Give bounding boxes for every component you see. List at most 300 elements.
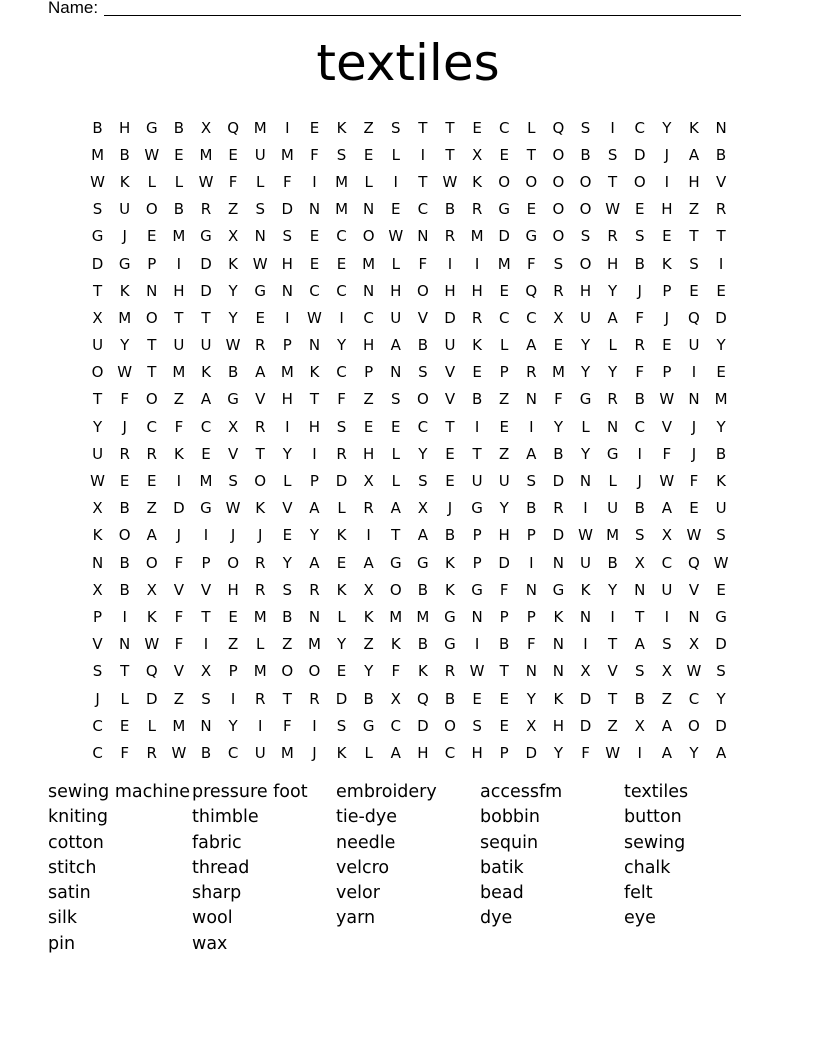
grid-letter[interactable]: N	[363, 200, 375, 219]
grid-letter[interactable]: R	[363, 499, 374, 518]
grid-letter[interactable]: U	[688, 336, 700, 355]
grid-letter[interactable]: V	[444, 363, 456, 382]
grid-letter[interactable]: N	[552, 635, 565, 654]
grid-letter[interactable]: B	[417, 635, 429, 654]
grid-letter[interactable]: H	[444, 281, 456, 300]
grid-letter[interactable]: G	[200, 227, 212, 246]
grid-letter[interactable]: B	[92, 118, 103, 137]
grid-letter[interactable]: A	[417, 526, 428, 545]
grid-letter[interactable]: J	[230, 526, 236, 545]
grid-letter[interactable]: X	[526, 716, 537, 735]
grid-letter[interactable]: V	[417, 308, 428, 327]
grid-letter[interactable]: R	[444, 662, 456, 681]
grid-letter[interactable]: T	[445, 145, 455, 164]
grid-letter[interactable]: P	[499, 607, 509, 626]
grid-letter[interactable]: U	[580, 308, 592, 327]
grid-letter[interactable]: U	[92, 444, 104, 463]
grid-letter[interactable]: F	[283, 716, 292, 735]
grid-letter[interactable]: G	[254, 281, 267, 300]
grid-letter[interactable]: O	[688, 716, 700, 735]
grid-letter[interactable]: W	[713, 553, 729, 572]
grid-letter[interactable]: O	[416, 281, 429, 300]
grid-letter[interactable]: T	[635, 607, 645, 626]
grid-letter[interactable]: D	[715, 716, 727, 735]
grid-letter[interactable]: L	[283, 472, 292, 491]
grid-letter[interactable]: K	[201, 363, 211, 382]
grid-letter[interactable]: F	[689, 472, 699, 491]
grid-letter[interactable]: X	[200, 662, 212, 681]
grid-letter[interactable]: M	[118, 308, 132, 327]
grid-letter[interactable]: A	[526, 336, 537, 355]
grid-letter[interactable]: N	[607, 417, 619, 436]
grid-letter[interactable]: Y	[608, 580, 618, 599]
grid-letter[interactable]: C	[634, 417, 645, 436]
grid-letter[interactable]: I	[257, 716, 263, 735]
grid-letter[interactable]: X	[553, 308, 564, 327]
grid-letter[interactable]: L	[364, 172, 373, 191]
grid-letter[interactable]: N	[525, 580, 537, 599]
grid-letter[interactable]: W	[144, 145, 160, 164]
grid-letter[interactable]: U	[444, 336, 456, 355]
grid-letter[interactable]: V	[688, 580, 700, 599]
grid-letter[interactable]: I	[122, 607, 127, 626]
grid-letter[interactable]: N	[634, 580, 646, 599]
grid-letter[interactable]: F	[120, 390, 129, 409]
grid-letter[interactable]: U	[715, 499, 727, 518]
grid-letter[interactable]: S	[201, 689, 211, 708]
grid-letter[interactable]: Q	[227, 118, 239, 137]
grid-letter[interactable]: J	[122, 227, 127, 246]
grid-letter[interactable]: X	[92, 499, 103, 518]
grid-letter[interactable]: M	[551, 363, 565, 382]
grid-letter[interactable]: N	[390, 363, 402, 382]
grid-letter[interactable]: F	[174, 417, 184, 436]
grid-letter[interactable]: O	[633, 172, 646, 191]
grid-letter[interactable]: E	[119, 716, 130, 735]
grid-letter[interactable]: S	[255, 200, 265, 219]
grid-letter[interactable]: S	[662, 635, 672, 654]
grid-letter[interactable]: U	[390, 308, 402, 327]
grid-letter[interactable]: R	[119, 444, 130, 463]
grid-letter[interactable]: D	[525, 743, 538, 762]
grid-letter[interactable]: Y	[580, 336, 591, 355]
grid-letter[interactable]: E	[499, 281, 509, 300]
grid-letter[interactable]: K	[472, 336, 482, 355]
grid-letter[interactable]: X	[227, 417, 239, 436]
grid-letter[interactable]: S	[336, 145, 347, 164]
grid-letter[interactable]: M	[253, 607, 267, 626]
grid-letter[interactable]: S	[336, 417, 347, 436]
grid-letter[interactable]: R	[607, 390, 618, 409]
grid-letter[interactable]: M	[497, 254, 511, 273]
grid-letter[interactable]: Y	[499, 499, 509, 518]
grid-letter[interactable]: T	[526, 145, 536, 164]
grid-letter[interactable]: L	[581, 417, 590, 436]
grid-letter[interactable]: U	[92, 336, 104, 355]
grid-letter[interactable]: E	[147, 472, 157, 491]
grid-letter[interactable]: C	[336, 363, 347, 382]
grid-letter[interactable]: K	[119, 281, 130, 300]
grid-letter[interactable]: I	[285, 118, 290, 137]
grid-letter[interactable]: O	[579, 254, 592, 273]
grid-letter[interactable]: I	[529, 553, 534, 572]
grid-letter[interactable]: P	[309, 472, 319, 491]
grid-letter[interactable]: B	[173, 200, 185, 219]
grid-letter[interactable]: Y	[580, 363, 591, 382]
grid-letter[interactable]: H	[579, 281, 592, 300]
grid-letter[interactable]: A	[526, 444, 537, 463]
grid-letter[interactable]: A	[390, 499, 401, 518]
grid-letter[interactable]: R	[309, 689, 320, 708]
grid-letter[interactable]: W	[198, 172, 214, 191]
grid-letter[interactable]: B	[227, 363, 239, 382]
grid-letter[interactable]: O	[444, 716, 456, 735]
grid-letter[interactable]: R	[254, 417, 266, 436]
grid-letter[interactable]: K	[445, 580, 455, 599]
grid-letter[interactable]: N	[579, 472, 592, 491]
grid-letter[interactable]: J	[257, 526, 263, 545]
grid-letter[interactable]: W	[442, 172, 458, 191]
grid-letter[interactable]: R	[634, 336, 645, 355]
grid-letter[interactable]: W	[90, 172, 105, 191]
grid-letter[interactable]: Q	[688, 553, 700, 572]
grid-letter[interactable]: W	[307, 308, 322, 327]
grid-letter[interactable]: G	[715, 607, 727, 626]
grid-letter[interactable]: S	[282, 227, 293, 246]
grid-letter[interactable]: E	[662, 336, 672, 355]
grid-letter[interactable]: C	[661, 553, 673, 572]
grid-letter[interactable]: D	[200, 254, 212, 273]
grid-letter[interactable]: N	[281, 281, 293, 300]
grid-letter[interactable]: U	[173, 336, 185, 355]
grid-letter[interactable]: R	[254, 580, 266, 599]
grid-letter[interactable]: U	[580, 553, 592, 572]
grid-letter[interactable]: L	[608, 472, 617, 491]
grid-letter[interactable]: W	[605, 743, 621, 762]
grid-letter[interactable]: P	[472, 526, 482, 545]
grid-letter[interactable]: N	[363, 281, 375, 300]
grid-letter[interactable]: E	[201, 444, 211, 463]
grid-letter[interactable]: F	[174, 635, 184, 654]
grid-letter[interactable]: K	[472, 172, 482, 191]
grid-letter[interactable]: E	[662, 227, 672, 246]
grid-letter[interactable]: M	[307, 635, 321, 654]
grid-letter[interactable]: U	[119, 200, 131, 219]
grid-letter[interactable]: C	[498, 308, 510, 327]
grid-letter[interactable]: A	[661, 499, 672, 518]
grid-letter[interactable]: K	[716, 472, 726, 491]
grid-letter[interactable]: P	[662, 363, 672, 382]
grid-letter[interactable]: N	[308, 336, 321, 355]
grid-letter[interactable]: B	[119, 553, 130, 572]
grid-letter[interactable]: A	[634, 635, 645, 654]
grid-letter[interactable]: T	[120, 662, 130, 681]
grid-letter[interactable]: Y	[228, 308, 238, 327]
grid-letter[interactable]: B	[634, 499, 645, 518]
grid-letter[interactable]: Z	[499, 390, 510, 409]
grid-letter[interactable]: O	[145, 308, 158, 327]
grid-letter[interactable]: T	[201, 308, 211, 327]
grid-letter[interactable]: H	[281, 254, 293, 273]
grid-letter[interactable]: D	[335, 689, 348, 708]
grid-letter[interactable]: E	[689, 281, 699, 300]
grid-letter[interactable]: D	[498, 553, 510, 572]
grid-letter[interactable]: B	[471, 390, 483, 409]
grid-letter[interactable]: U	[200, 336, 212, 355]
grid-letter[interactable]: I	[664, 172, 670, 191]
grid-letter[interactable]: D	[579, 689, 592, 708]
grid-letter[interactable]: M	[253, 662, 267, 681]
grid-letter[interactable]: Y	[716, 417, 726, 436]
grid-letter[interactable]: C	[634, 118, 645, 137]
grid-letter[interactable]: F	[174, 607, 184, 626]
grid-letter[interactable]: A	[607, 308, 618, 327]
grid-letter[interactable]: T	[418, 172, 428, 191]
grid-letter[interactable]: V	[715, 172, 727, 191]
grid-letter[interactable]: E	[336, 254, 347, 273]
grid-letter[interactable]: S	[418, 363, 428, 382]
grid-letter[interactable]: T	[309, 390, 320, 409]
grid-letter[interactable]: Y	[716, 689, 726, 708]
grid-letter[interactable]: B	[580, 145, 591, 164]
grid-letter[interactable]: N	[417, 227, 429, 246]
grid-letter[interactable]: D	[281, 200, 294, 219]
grid-letter[interactable]: K	[417, 662, 428, 681]
grid-letter[interactable]: L	[500, 336, 509, 355]
grid-letter[interactable]: Q	[145, 662, 158, 681]
grid-letter[interactable]: Y	[120, 336, 130, 355]
grid-letter[interactable]: B	[119, 145, 130, 164]
grid-letter[interactable]: B	[444, 526, 456, 545]
grid-letter[interactable]: I	[447, 254, 453, 273]
grid-letter[interactable]: X	[634, 716, 645, 735]
grid-letter[interactable]: E	[282, 526, 293, 545]
grid-letter[interactable]: Z	[607, 716, 618, 735]
grid-letter[interactable]: E	[119, 472, 130, 491]
grid-letter[interactable]: N	[688, 390, 700, 409]
grid-letter[interactable]: G	[145, 118, 158, 137]
grid-letter[interactable]: O	[308, 662, 321, 681]
grid-letter[interactable]: W	[686, 662, 702, 681]
grid-letter[interactable]: T	[608, 172, 618, 191]
grid-letter[interactable]: E	[635, 200, 645, 219]
grid-letter[interactable]: R	[254, 689, 266, 708]
grid-letter[interactable]: M	[253, 118, 267, 137]
grid-letter[interactable]: L	[391, 444, 400, 463]
grid-letter[interactable]: L	[391, 472, 400, 491]
grid-letter[interactable]: S	[716, 526, 726, 545]
grid-letter[interactable]: M	[91, 145, 105, 164]
grid-letter[interactable]: X	[363, 472, 374, 491]
grid-letter[interactable]: K	[173, 444, 184, 463]
grid-letter[interactable]: E	[716, 580, 726, 599]
grid-letter[interactable]: B	[634, 390, 645, 409]
grid-letter[interactable]: M	[389, 607, 403, 626]
grid-letter[interactable]: O	[498, 172, 511, 191]
grid-letter[interactable]: G	[362, 716, 375, 735]
grid-letter[interactable]: S	[418, 472, 428, 491]
grid-letter[interactable]: E	[147, 227, 157, 246]
grid-letter[interactable]: I	[176, 472, 182, 491]
grid-letter[interactable]: X	[363, 580, 374, 599]
grid-letter[interactable]: B	[119, 580, 130, 599]
grid-letter[interactable]: S	[689, 254, 699, 273]
grid-letter[interactable]: C	[526, 308, 537, 327]
grid-letter[interactable]: O	[552, 200, 565, 219]
grid-letter[interactable]: M	[172, 227, 186, 246]
grid-letter[interactable]: P	[499, 743, 509, 762]
grid-letter[interactable]: H	[471, 743, 483, 762]
grid-letter[interactable]: P	[93, 607, 103, 626]
grid-letter[interactable]: Y	[336, 336, 347, 355]
grid-letter[interactable]: E	[445, 444, 455, 463]
grid-letter[interactable]: R	[200, 200, 212, 219]
grid-letter[interactable]: T	[391, 526, 401, 545]
grid-letter[interactable]: Y	[309, 526, 320, 545]
grid-letter[interactable]: D	[552, 472, 565, 491]
grid-letter[interactable]: H	[308, 417, 321, 436]
grid-letter[interactable]: M	[416, 607, 430, 626]
grid-letter[interactable]: V	[227, 444, 239, 463]
grid-letter[interactable]: V	[282, 499, 293, 518]
grid-letter[interactable]: C	[309, 281, 320, 300]
grid-letter[interactable]: J	[637, 281, 642, 300]
grid-letter[interactable]: F	[337, 390, 346, 409]
grid-letter[interactable]: K	[228, 254, 239, 273]
grid-letter[interactable]: Y	[716, 336, 726, 355]
grid-letter[interactable]: M	[362, 254, 376, 273]
grid-letter[interactable]: A	[146, 526, 157, 545]
grid-letter[interactable]: C	[444, 743, 456, 762]
grid-letter[interactable]: M	[280, 743, 294, 762]
grid-letter[interactable]: I	[583, 635, 588, 654]
grid-letter[interactable]: S	[92, 200, 103, 219]
grid-letter[interactable]: T	[472, 444, 482, 463]
grid-letter[interactable]: K	[336, 580, 347, 599]
grid-letter[interactable]: O	[525, 172, 538, 191]
grid-letter[interactable]: S	[634, 227, 645, 246]
grid-letter[interactable]: S	[580, 118, 591, 137]
grid-letter[interactable]: D	[335, 472, 348, 491]
grid-letter[interactable]: S	[634, 526, 645, 545]
grid-letter[interactable]: E	[445, 472, 455, 491]
grid-letter[interactable]: B	[173, 118, 185, 137]
grid-letter[interactable]: A	[309, 553, 320, 572]
grid-letter[interactable]: V	[173, 662, 185, 681]
grid-letter[interactable]: E	[499, 145, 509, 164]
grid-letter[interactable]: O	[552, 172, 565, 191]
grid-letter[interactable]: W	[578, 526, 593, 545]
grid-letter[interactable]: Q	[525, 281, 538, 300]
grid-letter[interactable]: J	[122, 417, 127, 436]
grid-letter[interactable]: G	[498, 200, 510, 219]
grid-letter[interactable]: K	[146, 607, 157, 626]
grid-letter[interactable]: B	[715, 444, 727, 463]
grid-letter[interactable]: Z	[499, 444, 510, 463]
grid-letter[interactable]: W	[388, 227, 404, 246]
grid-letter[interactable]: J	[95, 689, 100, 708]
grid-letter[interactable]: P	[662, 281, 672, 300]
grid-letter[interactable]: T	[201, 607, 211, 626]
grid-letter[interactable]: R	[336, 444, 347, 463]
grid-letter[interactable]: H	[606, 254, 619, 273]
grid-letter[interactable]: N	[552, 662, 565, 681]
grid-letter[interactable]: X	[92, 580, 103, 599]
grid-letter[interactable]: F	[120, 743, 129, 762]
grid-letter[interactable]: H	[363, 336, 375, 355]
grid-letter[interactable]: I	[203, 635, 209, 654]
grid-letter[interactable]: F	[391, 662, 401, 681]
grid-letter[interactable]: Y	[282, 553, 292, 572]
grid-letter[interactable]: P	[228, 662, 238, 681]
grid-letter[interactable]: L	[120, 689, 129, 708]
grid-letter[interactable]: I	[691, 363, 697, 382]
grid-letter[interactable]: X	[661, 662, 672, 681]
grid-letter[interactable]: G	[118, 254, 131, 273]
grid-letter[interactable]: H	[119, 118, 131, 137]
grid-letter[interactable]: B	[634, 254, 645, 273]
grid-letter[interactable]: Z	[363, 118, 374, 137]
grid-letter[interactable]: T	[255, 444, 265, 463]
grid-letter[interactable]: C	[92, 743, 103, 762]
grid-letter[interactable]: B	[607, 553, 618, 572]
grid-letter[interactable]: A	[309, 499, 320, 518]
grid-letter[interactable]: P	[499, 363, 509, 382]
grid-letter[interactable]: U	[254, 743, 266, 762]
grid-letter[interactable]: G	[525, 227, 538, 246]
grid-letter[interactable]: D	[200, 281, 212, 300]
grid-letter[interactable]: Y	[336, 635, 347, 654]
grid-letter[interactable]: F	[635, 363, 645, 382]
grid-letter[interactable]: Y	[689, 743, 699, 762]
grid-letter[interactable]: M	[280, 363, 294, 382]
grid-letter[interactable]: K	[336, 118, 347, 137]
grid-letter[interactable]: U	[661, 580, 673, 599]
grid-letter[interactable]: Y	[526, 689, 536, 708]
grid-letter[interactable]: Y	[580, 444, 591, 463]
grid-letter[interactable]: D	[417, 716, 429, 735]
grid-letter[interactable]: I	[474, 635, 480, 654]
grid-letter[interactable]: N	[525, 662, 537, 681]
grid-letter[interactable]: N	[579, 607, 592, 626]
grid-letter[interactable]: W	[90, 472, 105, 491]
grid-letter[interactable]: I	[312, 172, 317, 191]
grid-letter[interactable]: B	[715, 145, 727, 164]
grid-letter[interactable]: M	[335, 172, 349, 191]
grid-letter[interactable]: Z	[146, 499, 157, 518]
grid-letter[interactable]: D	[552, 526, 565, 545]
grid-letter[interactable]: I	[474, 254, 480, 273]
grid-letter[interactable]: O	[145, 553, 158, 572]
grid-letter[interactable]: M	[172, 363, 186, 382]
grid-letter[interactable]: H	[227, 580, 239, 599]
grid-letter[interactable]: P	[364, 363, 374, 382]
grid-letter[interactable]: Y	[228, 281, 238, 300]
grid-letter[interactable]: A	[715, 743, 727, 762]
grid-letter[interactable]: W	[171, 743, 187, 762]
grid-letter[interactable]: V	[92, 635, 103, 654]
grid-letter[interactable]: P	[147, 254, 157, 273]
grid-letter[interactable]: N	[119, 635, 131, 654]
grid-letter[interactable]: B	[282, 607, 293, 626]
grid-letter[interactable]: S	[607, 145, 618, 164]
grid-letter[interactable]: H	[661, 200, 673, 219]
grid-letter[interactable]: S	[390, 390, 401, 409]
grid-letter[interactable]: W	[659, 472, 675, 491]
grid-letter[interactable]: Y	[228, 716, 238, 735]
grid-letter[interactable]: I	[664, 607, 670, 626]
grid-letter[interactable]: G	[552, 580, 565, 599]
